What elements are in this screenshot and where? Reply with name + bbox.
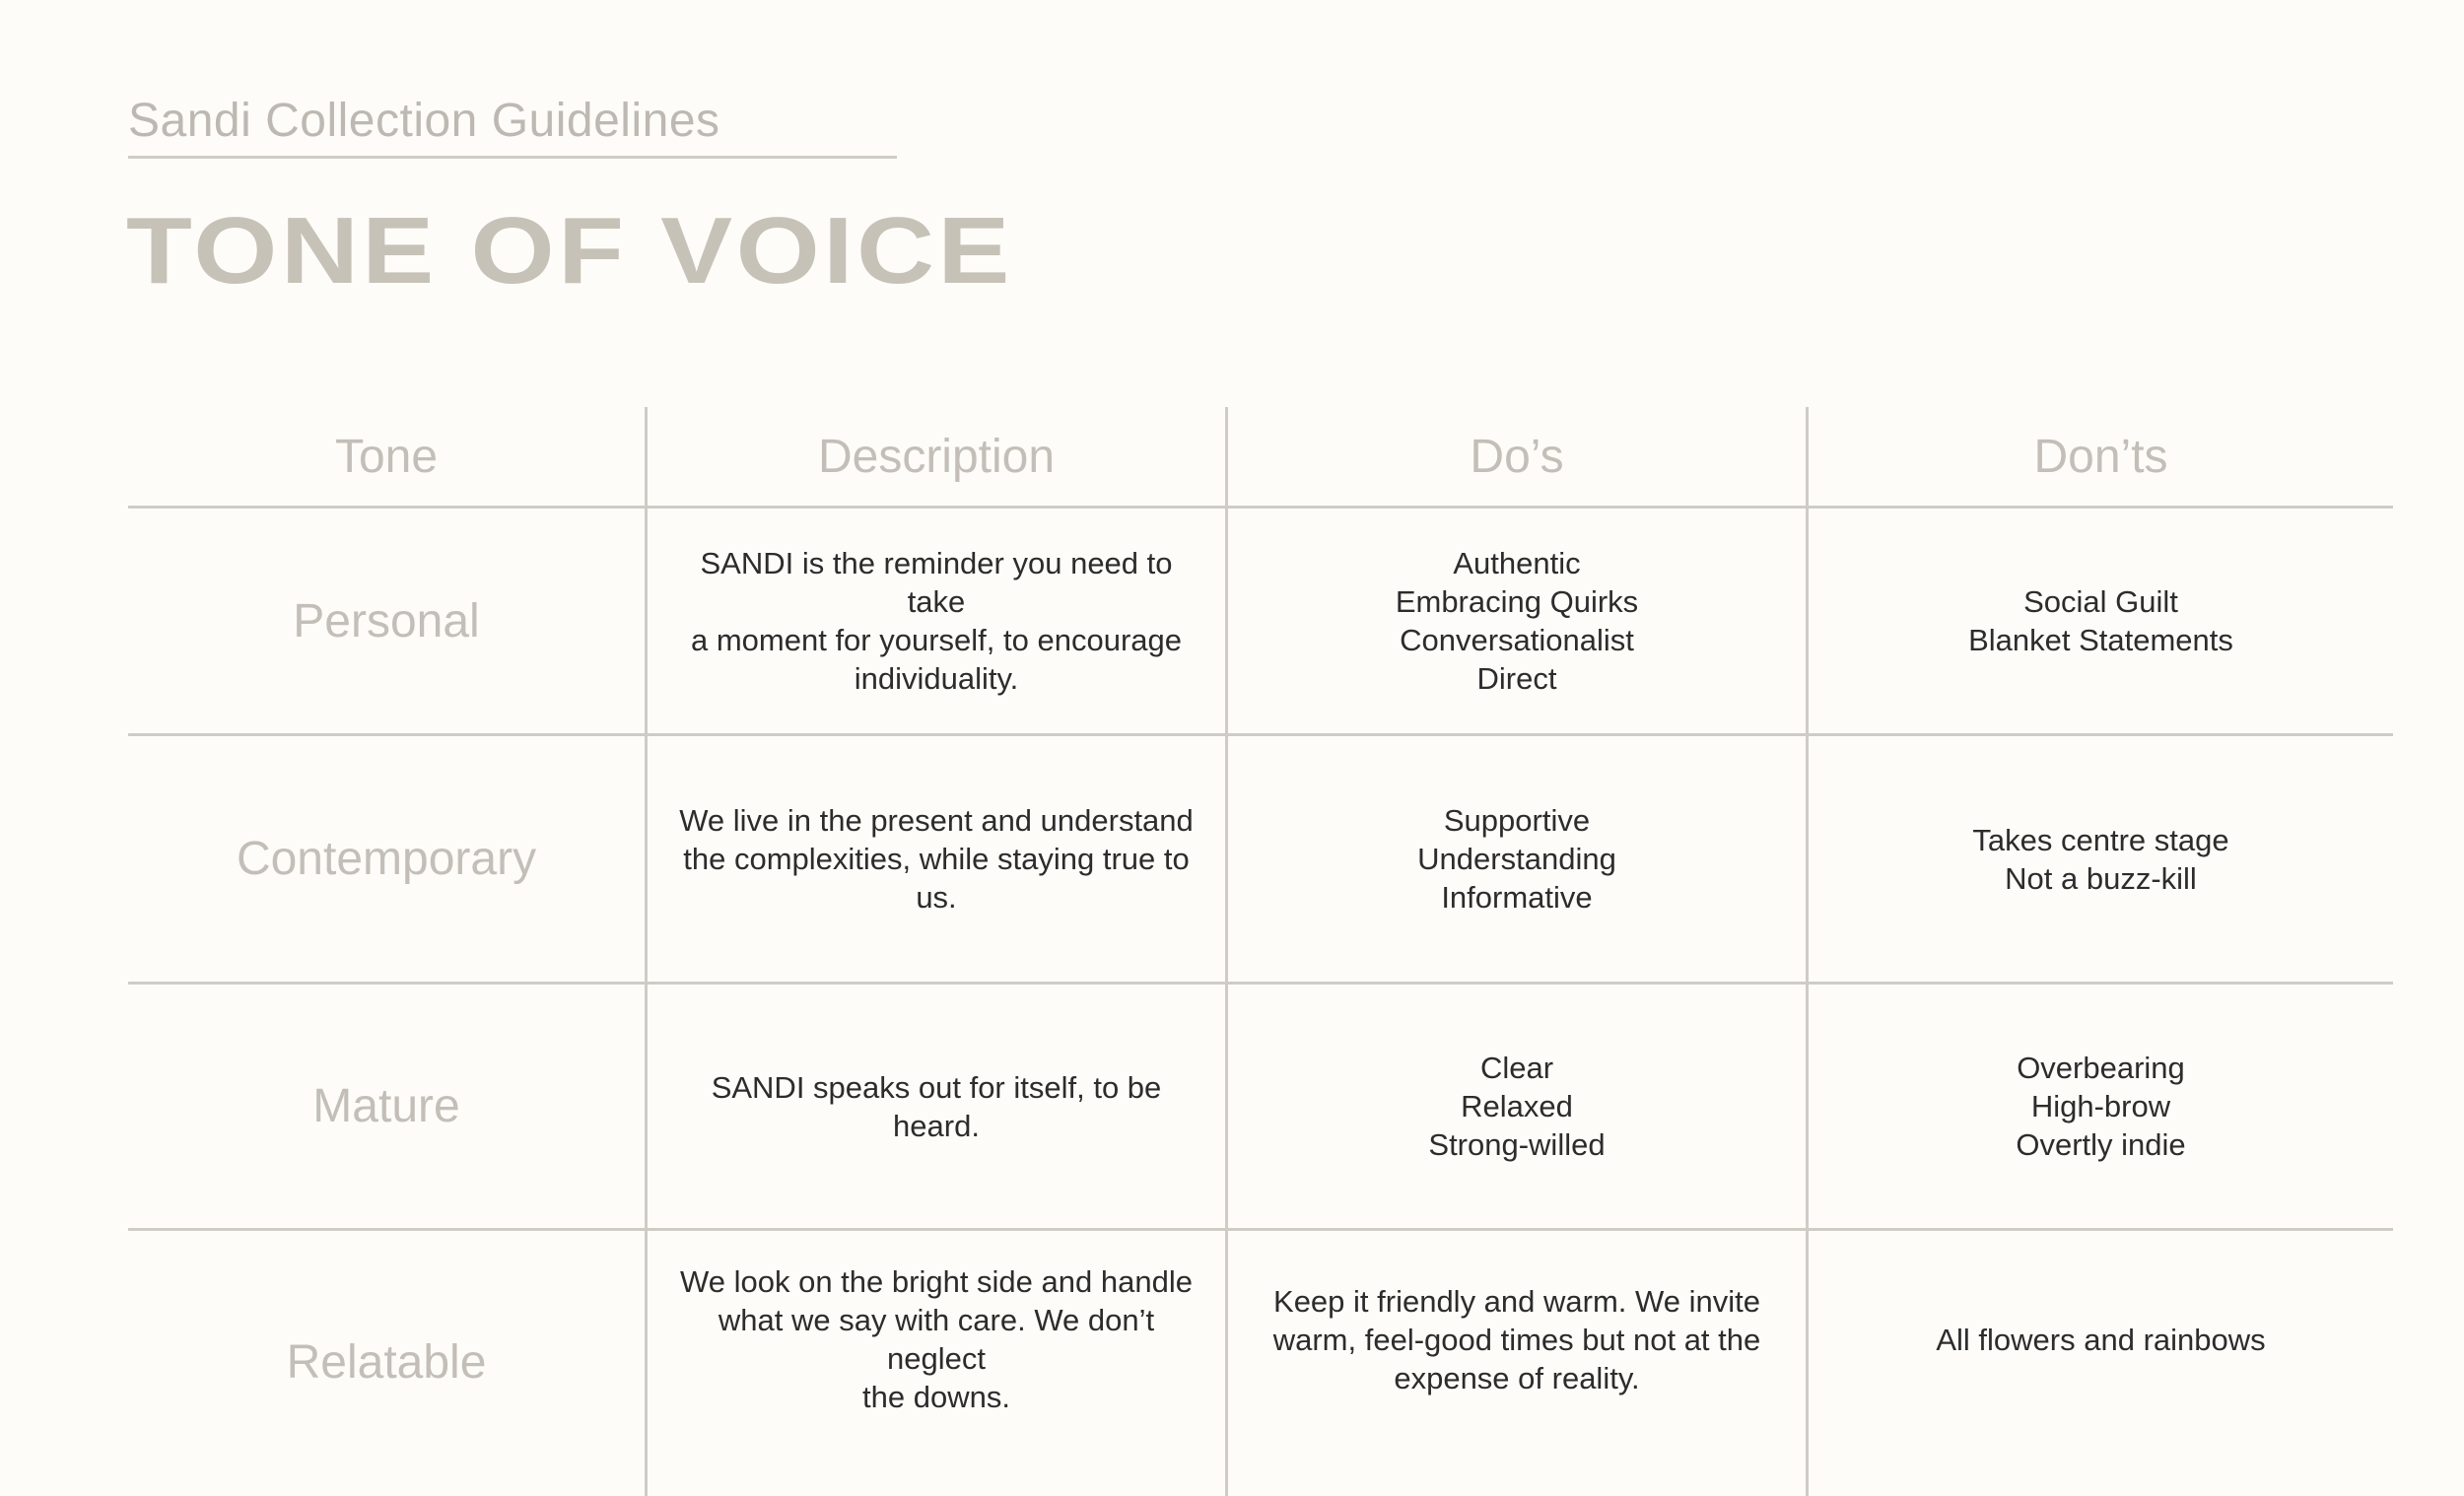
header-dos: Do’s bbox=[1470, 430, 1564, 483]
tone-cell: Personal bbox=[293, 594, 480, 647]
dos-cell: Clear Relaxed Strong-willed bbox=[1428, 1051, 1606, 1162]
donts-cell: Overbearing High-brow Overtly indie bbox=[2016, 1051, 2186, 1162]
description-cell: SANDI speaks out for itself, to be heard. bbox=[711, 1069, 1162, 1143]
description-cell: We live in the present and understand the complexities, while staying true to us. bbox=[679, 803, 1194, 915]
description-cell: We look on the bright side and handle what we say with care. We don’t neglect the downs. bbox=[680, 1264, 1193, 1414]
donts-cell: Takes centre stage Not a buzz-kill bbox=[1972, 822, 2229, 896]
header-donts: Don’ts bbox=[2033, 430, 2168, 483]
tone-table bbox=[128, 407, 2393, 1496]
page-title: TONE OF VOICE bbox=[126, 198, 1013, 304]
header-tone: Tone bbox=[334, 430, 439, 483]
dos-cell: Authentic Embracing Quirks Conversationalist Direct bbox=[1395, 546, 1639, 696]
header-description: Description bbox=[817, 430, 1056, 483]
page-subtitle: Sandi Collection Guidelines bbox=[128, 95, 720, 147]
tone-cell: Mature bbox=[312, 1080, 460, 1132]
tone-cell: Contemporary bbox=[236, 833, 537, 885]
subtitle-divider bbox=[128, 156, 897, 159]
tone-cell: Relatable bbox=[286, 1335, 487, 1389]
dos-cell: Keep it friendly and warm. We invite warm, feel-good times but not at the expense of reality. bbox=[1272, 1283, 1761, 1395]
donts-cell: All flowers and rainbows bbox=[1936, 1322, 2266, 1357]
dos-cell: Supportive Understanding Informative bbox=[1417, 803, 1616, 915]
description-cell: SANDI is the reminder you need to take a moment for yourself, to encourage individuality. bbox=[691, 546, 1182, 696]
donts-cell: Social Guilt Blanket Statements bbox=[1968, 584, 2233, 657]
